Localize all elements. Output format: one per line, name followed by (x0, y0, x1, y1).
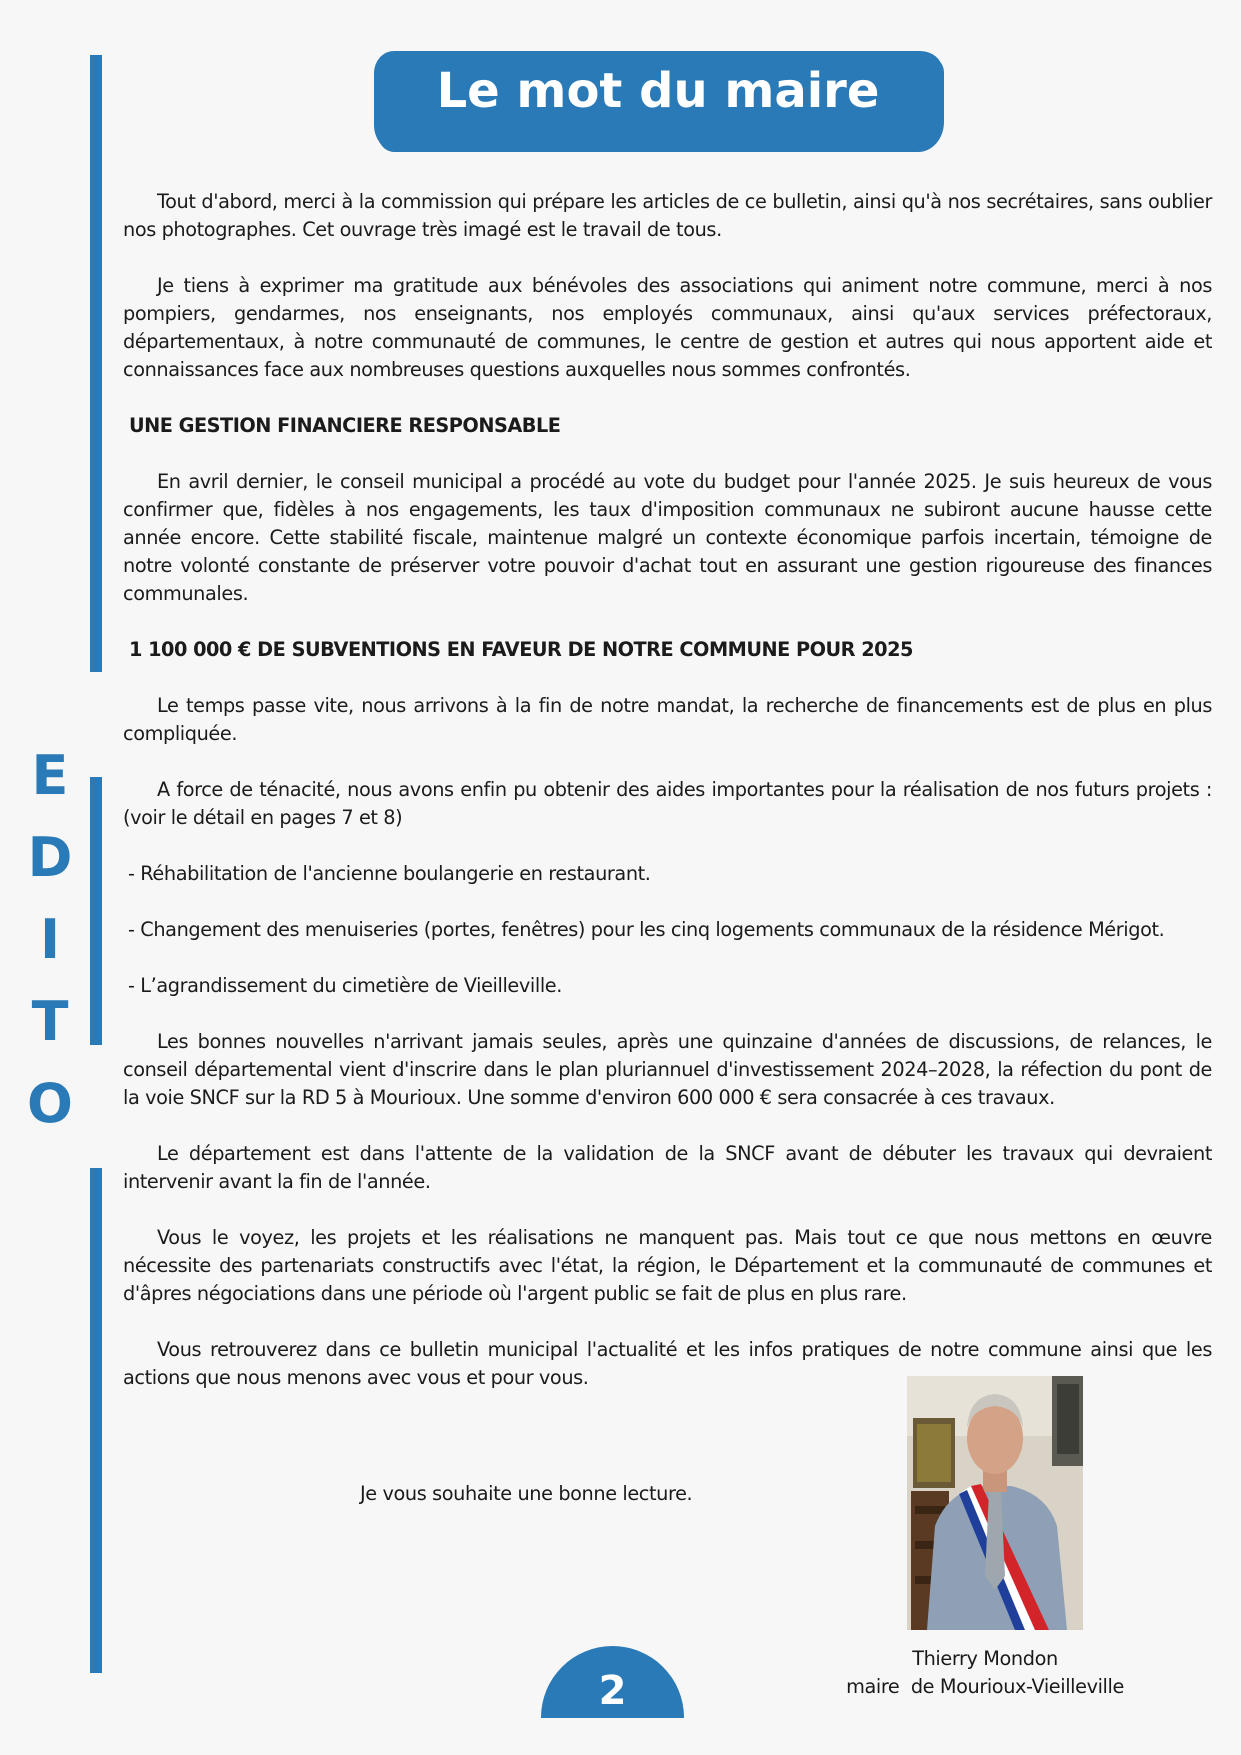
edito-letter: I (39, 908, 61, 971)
section-heading: 1 100 000 € DE SUBVENTIONS EN FAVEUR DE NOTRE COMMUNE POUR 2025 (129, 638, 913, 661)
page-title: Le mot du maire (436, 63, 880, 119)
edito-letter: D (27, 826, 73, 889)
section-heading: UNE GESTION FINANCIERE RESPONSABLE (129, 414, 561, 437)
left-accent-bar-bottom (90, 1168, 102, 1673)
article-body (123, 188, 1212, 1420)
paragraph: A force de ténacité, nous avons enfin pu obtenir des aides importantes pour la réalisation de nos futurs projets : (voir le détail en pages 7 et 8) (123, 778, 1212, 829)
edito-letter: O (27, 1072, 73, 1135)
paragraph: Le département est dans l'attente de la validation de la SNCF avant de débuter les travaux qui devraient intervenir avant la fin de l'année. (123, 1142, 1212, 1193)
paragraph: Tout d'abord, merci à la commission qui prépare les articles de ce bulletin, ainsi qu'à nos secrétaires, sans oublier nos photographes. Cet ouvrage très imagé est le travail de tous. (123, 190, 1212, 241)
page-number: 2 (598, 1668, 627, 1714)
paragraph: Le temps passe vite, nous arrivons à la fin de notre mandat, la recherche de financements est de plus en plus compliquée. (123, 694, 1212, 745)
edito-side-label (20, 735, 80, 1145)
paragraph: Vous le voyez, les projets et les réalisations ne manquent pas. Mais tout ce que nous mettons en œuvre nécessite des partenariats constructifs avec l'état, la région, le Département et la communauté de communes et d'âpres négociations dans une période où l'argent public se fait de plus en plus rare. (123, 1226, 1212, 1305)
mayor-portrait-image (907, 1376, 1083, 1630)
list-item: - Réhabilitation de l'ancienne boulangerie en restaurant. (128, 862, 651, 885)
title-banner (374, 51, 942, 149)
mayor-photo (907, 1376, 1083, 1630)
left-accent-bar-middle (90, 777, 102, 1045)
list-item: - L’agrandissement du cimetière de Vieilleville. (128, 974, 562, 997)
paragraph: Vous retrouverez dans ce bulletin municipal l'actualité et les infos pratiques de notre commune ainsi que les actions que nous menons avec vous et pour vous. (123, 1338, 1212, 1389)
edito-letter: E (31, 744, 69, 807)
signature-role: maire de Mourioux-Vieilleville (846, 1675, 1124, 1698)
paragraph: Je tiens à exprimer ma gratitude aux bénévoles des associations qui animent notre commune, merci à nos pompiers, gendarmes, nos enseignants, nos employés communaux, ainsi qu'aux services préfectoraux, départementaux, à notre communauté de communes, le centre de gestion et autres qui nous apportent aide et connaissances face aux nombreuses questions auxquelles nous sommes confrontés. (123, 274, 1212, 381)
closing-line: Je vous souhaite une bonne lecture. (360, 1482, 693, 1505)
signature-block (820, 1645, 1150, 1701)
paragraph: En avril dernier, le conseil municipal a procédé au vote du budget pour l'année 2025. Je suis heureux de vous confirmer que, fidèles à nos engagements, les taux d'imposition communaux ne subiront aucune hausse cette année encore. Cette stabilité fiscale, maintenue malgré un contexte économique parfois incertain, témoigne de notre volonté constante de préserver votre pouvoir d'achat tout en assurant une gestion rigoureuse des finances communales. (123, 470, 1212, 605)
edito-letter: T (31, 990, 69, 1053)
page-number-badge (541, 1646, 684, 1718)
left-accent-bar-top (90, 55, 102, 672)
signature-name: Thierry Mondon (912, 1647, 1058, 1670)
paragraph: Les bonnes nouvelles n'arrivant jamais seules, après une quinzaine d'années de discussions, de relances, le conseil départemental vient d'inscrire dans le plan pluriannuel d'investissement 2024–2028, la réfection du pont de la voie SNCF sur la RD 5 à Mourioux. Une somme d'environ 600 000 € sera consacrée à ces travaux. (123, 1030, 1212, 1109)
list-item: - Changement des menuiseries (portes, fenêtres) pour les cinq logements communaux de la résidence Mérigot. (128, 918, 1165, 941)
